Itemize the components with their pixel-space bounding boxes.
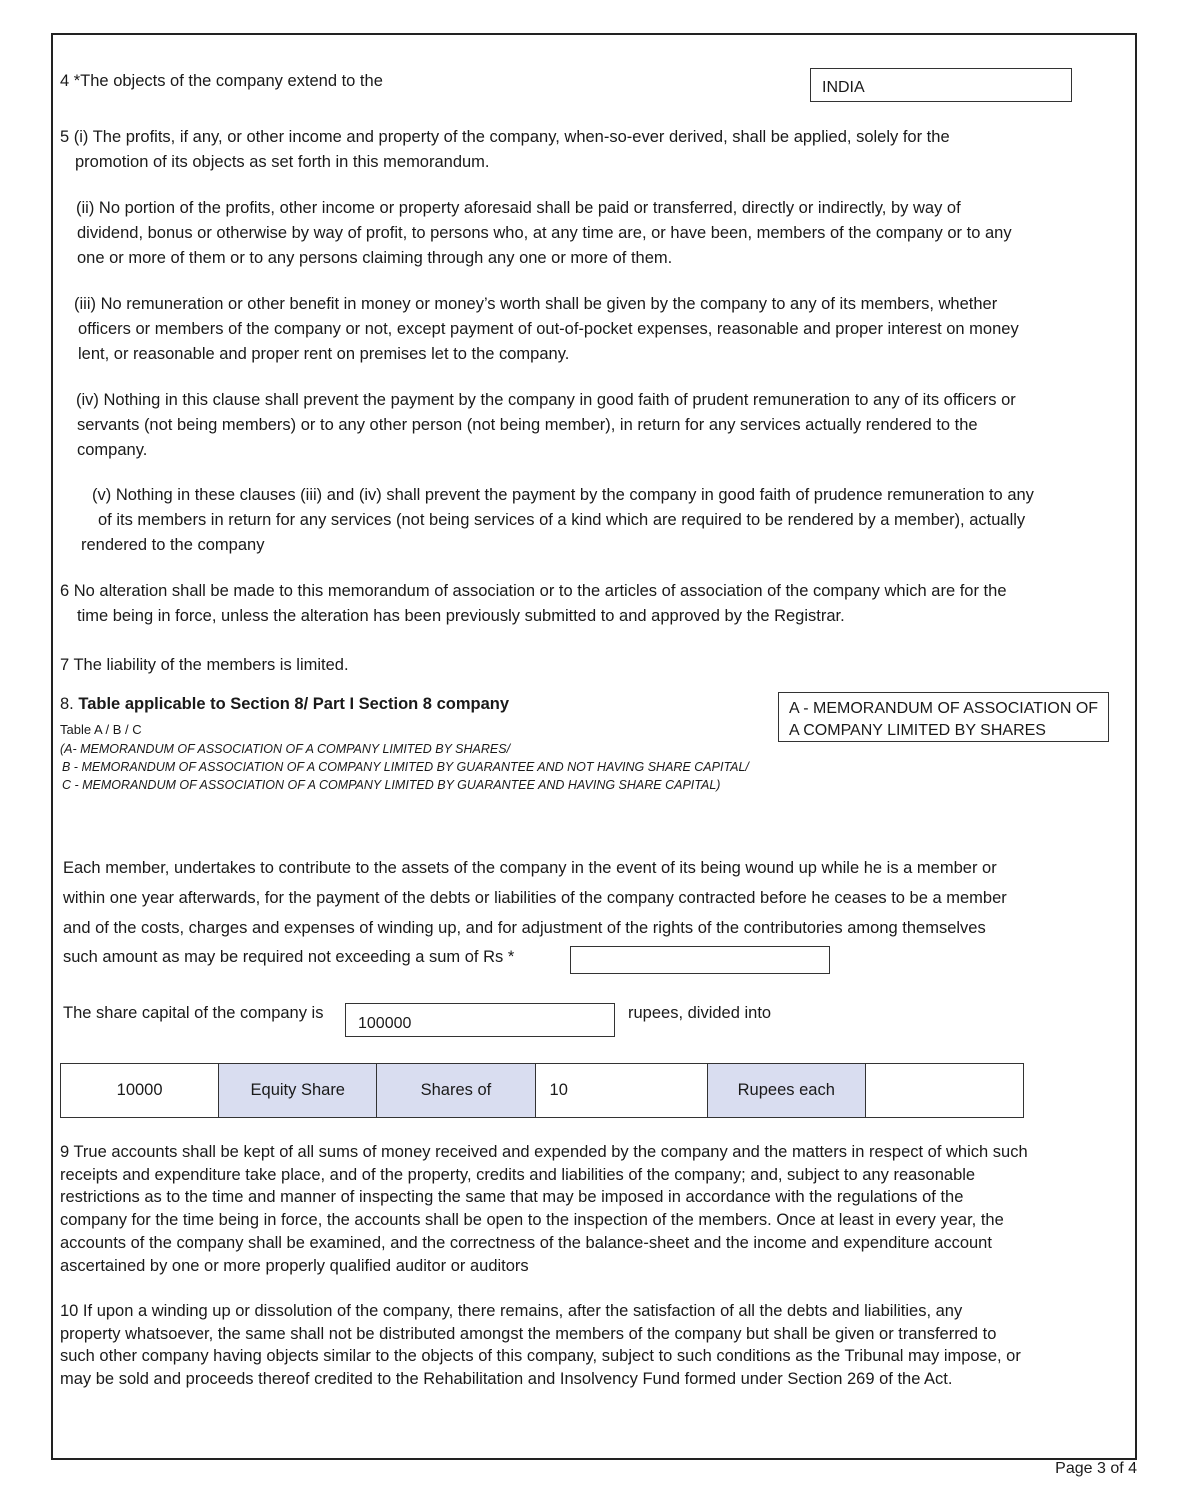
table-option-a: (A- MEMORANDUM OF ASSOCIATION OF A COMPANY LIMITED BY SHARES/: [60, 742, 511, 756]
selected-table-line2: A COMPANY LIMITED BY SHARES: [789, 722, 1046, 739]
clause-7-text: 7 The liability of the members is limited.: [60, 656, 349, 674]
clause-9-line3: restrictions as to the time and manner of inspecting the same that may be imposed in accordance with the regulations of the: [60, 1188, 964, 1207]
clause-8-heading: [60, 692, 509, 717]
clause-6-line1: 6 No alteration shall be made to this memorandum of association or to the articles of association of the company which are for the: [60, 582, 1007, 600]
clause-6-line2: time being in force, unless the alteration has been previously submitted to and approved by the Registrar.: [77, 607, 845, 625]
shares-of-label: Shares of: [377, 1064, 535, 1117]
clause-10-line2: property whatsoever, the same shall not be distributed amongst the members of the company but shall be given or transferred to: [60, 1324, 997, 1343]
clause-10-line3: such other company having objects similar to the objects of this company, subject to such conditions as the Tribunal may impose, or: [60, 1347, 1021, 1366]
clause-9-line1: 9 True accounts shall be kept of all sums of money received and expended by the company and the matters in respect of which such: [60, 1143, 1028, 1161]
table-option-c: C - MEMORANDUM OF ASSOCIATION OF A COMPANY LIMITED BY GUARANTEE AND HAVING SHARE CAPITAL): [62, 778, 721, 792]
share-count-field[interactable]: 10000: [61, 1064, 219, 1117]
contribution-line3: and of the costs, charges and expenses of winding up, and for adjustment of the rights of the contributories among themselves: [63, 919, 986, 937]
clause-9-line4: company for the time being in force, the accounts shall be open to the inspection of the members. Once at least in every year, the: [60, 1211, 1004, 1230]
contribution-line4: such amount as may be required not exceeding a sum of Rs *: [63, 948, 515, 966]
selected-table-field[interactable]: [778, 692, 1109, 742]
rupees-each-label: Rupees each: [708, 1064, 866, 1117]
clause-5-iv-line2: servants (not being members) or to any other person (not being member), in return for any services actually rendered to the: [77, 416, 978, 434]
table-label: Table A / B / C: [60, 722, 142, 737]
clause-5-ii-line1: (ii) No portion of the profits, other income or property aforesaid shall be paid or transferred, directly or indirectly, by way of: [76, 199, 961, 217]
clause-5-iii-line3: lent, or reasonable and proper rent on premises let to the company.: [78, 345, 570, 363]
share-capital-suffix: rupees, divided into: [628, 1004, 772, 1022]
clause-5-v-line1: (v) Nothing in these clauses (iii) and (iv) shall prevent the payment by the company in good faith of prudence remuneration to any: [92, 486, 1034, 504]
clause-9: [60, 1141, 1028, 1277]
clause-10-line1: 10 If upon a winding up or dissolution of the company, there remains, after the satisfaction of all the debts and liabilities, any: [60, 1302, 963, 1320]
clause-5-iv-line3: company.: [77, 441, 148, 459]
selected-table-line1: A - MEMORANDUM OF ASSOCIATION OF: [789, 700, 1099, 717]
clause-10: [60, 1300, 1021, 1391]
share-type-label: Equity Share: [219, 1064, 377, 1117]
clause-5-i-line2: promotion of its objects as set forth in this memorandum.: [75, 153, 490, 171]
share-capital-label: The share capital of the company is: [63, 1004, 324, 1022]
page-number: Page 3 of 4: [1055, 1460, 1137, 1477]
clause-9-line2: receipts and expenditure take place, and of the property, credits and liabilities of the company; and, subject to any reasonable: [60, 1165, 976, 1184]
clause-4-text: 4 *The objects of the company extend to the: [60, 72, 383, 90]
table-option-b: B - MEMORANDUM OF ASSOCIATION OF A COMPANY LIMITED BY GUARANTEE AND NOT HAVING SHARE CAPITAL/: [62, 760, 749, 774]
objects-extent-field[interactable]: INDIA: [810, 68, 1072, 102]
face-value-field[interactable]: 10: [536, 1064, 708, 1117]
clause-5-iii-line1: (iii) No remuneration or other benefit in money or money’s worth shall be given by the company to any of its members, whether: [74, 295, 998, 313]
clause-10-line4: may be sold and proceeds thereof credited to the Rehabilitation and Insolvency Fund formed under Section 269 of the Act.: [60, 1370, 953, 1389]
contribution-line2: within one year afterwards, for the payment of the debts or liabilities of the company contracted before he ceases to be a member: [63, 889, 1007, 907]
clause-8-number: 8.: [60, 695, 74, 713]
clause-5-v-line3: rendered to the company: [81, 536, 265, 554]
clause-5-i-line1: 5 (i) The profits, if any, or other income and property of the company, when-so-ever derived, shall be applied, solely for the: [60, 128, 950, 146]
clause-5-ii-line3: one or more of them or to any persons claiming through any one or more of them.: [77, 249, 673, 267]
clause-8-title: Table applicable to Section 8/ Part I Section 8 company: [78, 695, 510, 713]
clause-9-line6: ascertained by one or more properly qualified auditor or auditors: [60, 1256, 529, 1275]
clause-5-ii-line2: dividend, bonus or otherwise by way of profit, to persons who, at any time are, or have been, members of the company or to any: [77, 224, 1012, 242]
share-table: [60, 1063, 1024, 1118]
clause-5-iii-line2: officers or members of the company or not, except payment of out-of-pocket expenses, reasonable and proper interest on money: [78, 320, 1019, 338]
contribution-line1: Each member, undertakes to contribute to the assets of the company in the event of its being wound up while he is a member or: [63, 859, 997, 877]
clause-5-iv-line1: (iv) Nothing in this clause shall prevent the payment by the company in good faith of prudent remuneration to any of its officers or: [76, 391, 1016, 409]
clause-5-v-line2: of its members in return for any services (not being services of a kind which are required to be rendered by a member), actually: [98, 511, 1026, 529]
share-capital-field[interactable]: 100000: [345, 1003, 615, 1037]
contribution-amount-field[interactable]: [570, 946, 830, 974]
share-extra-field[interactable]: [866, 1064, 1023, 1117]
clause-9-line5: accounts of the company shall be examined, and the correctness of the balance-sheet and the income and expenditure account: [60, 1233, 992, 1252]
